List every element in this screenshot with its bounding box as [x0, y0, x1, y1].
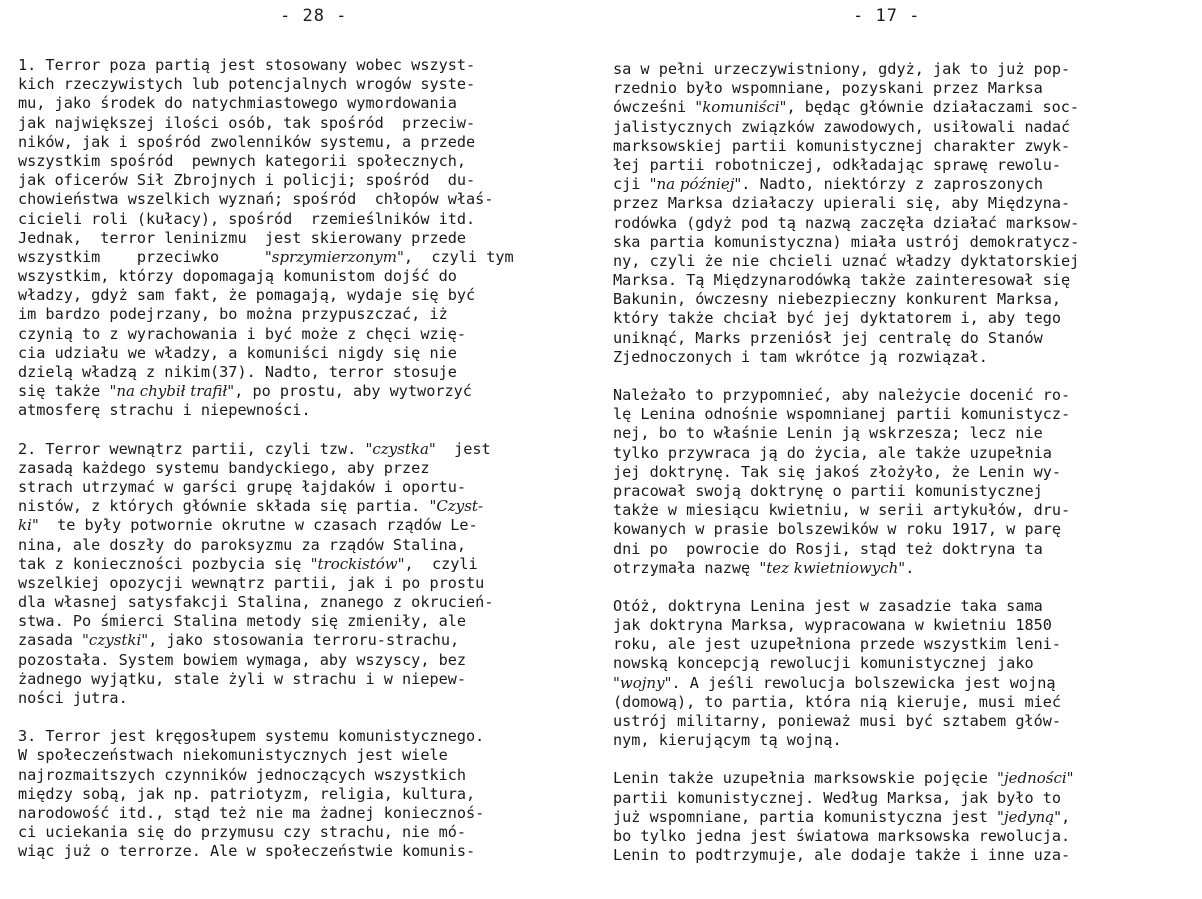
text-segment: władzy, gdyż sam fakt, że pomagają, wydaje się być — [18, 286, 476, 305]
text-segment: pozostała. System bowiem wymaga, aby wszyscy, bez — [18, 650, 467, 669]
text-segment: strach utrzymać w garści grupę łajdaków i oportu- — [18, 477, 467, 496]
text-line — [613, 693, 1079, 712]
text-segment: , — [1061, 807, 1071, 826]
text-line — [613, 137, 1079, 156]
text-line — [18, 401, 514, 420]
text-line — [18, 459, 514, 478]
text-segment: mu, jako środek do natychmiastowego wymordowania — [18, 94, 457, 113]
text-line — [613, 712, 1079, 731]
text-line — [18, 766, 514, 785]
text-column — [18, 56, 514, 862]
paragraph-gap — [613, 367, 1079, 386]
text-segment: Należało to przypomnieć, aby należycie docenić ro- — [613, 386, 1071, 404]
paragraph — [613, 769, 1079, 865]
text-segment: już wspomniane, partia komunistyczna jest — [613, 807, 998, 826]
text-segment: marksowskiej partii komunistycznej charakter zwyk- — [613, 136, 1071, 155]
text-line — [613, 348, 1079, 367]
text-column — [613, 60, 1079, 865]
text-line — [18, 267, 514, 286]
text-line — [18, 248, 514, 267]
text-segment: , po prostu, aby wytworzyć — [234, 382, 472, 401]
text-segment: ników, jak i spośród zwolenników systemu, a przede — [18, 132, 476, 151]
text-segment: tak z konieczności pozbycia się — [18, 554, 311, 573]
text-line — [613, 156, 1079, 175]
text-segment: jak największej ilości osób, tak spośród przeciw- — [18, 113, 476, 132]
text-line — [18, 842, 514, 861]
text-segment: Marksa. Tą Międzynarodówką także zainteresował się — [613, 271, 1071, 290]
text-line — [613, 482, 1079, 501]
text-line — [18, 689, 514, 708]
text-segment: uniknąć, Marks przeniósł jej centralę do Stanów — [613, 328, 1043, 347]
italic-quote: "na później" — [649, 175, 742, 194]
text-line — [613, 118, 1079, 137]
text-line — [613, 846, 1079, 865]
text-line — [18, 152, 514, 171]
text-segment: chowieństwa wszelkich wyznań; spośród chłopów właś- — [18, 190, 494, 209]
text-line — [18, 344, 514, 363]
text-line — [18, 804, 514, 823]
text-segment: , czyli tym — [403, 247, 514, 266]
text-line — [613, 559, 1079, 578]
text-segment: wiąc już o terrorze. Ale w społeczeństwie komunis- — [18, 842, 476, 861]
text-segment: przez Marksa działaczy upierali się, aby Międzyna- — [613, 194, 1071, 213]
text-line — [18, 555, 514, 574]
text-line — [613, 808, 1079, 827]
italic-quote: "Czyst- — [429, 497, 484, 516]
text-segment: między sobą, jak np. patriotyzm, religia, kultura, — [18, 784, 476, 803]
text-line — [18, 210, 514, 229]
text-segment: kowanych w prasie bolszewików w roku 1917, w parę — [613, 520, 1062, 539]
text-segment: wszystkim, którzy dopomagają komunistom dojść do — [18, 267, 457, 286]
text-segment: 1. Terror poza partią jest stosowany wobec wszyst- — [18, 56, 476, 74]
text-segment: jak oficerów Sił Zbrojnych i policji; spośród du- — [18, 171, 476, 190]
text-line — [613, 290, 1079, 309]
text-line — [18, 190, 514, 209]
paragraph — [613, 597, 1079, 751]
page-number: - 28 - — [280, 6, 348, 26]
text-segment: nej, bo to właśnie Lenin ją wskrzesza; lecz nie — [613, 424, 1043, 443]
paragraph — [613, 386, 1079, 578]
text-segment: ności jutra. — [18, 689, 128, 707]
text-line — [613, 827, 1079, 846]
text-segment: ówcześni — [613, 98, 696, 117]
text-segment: lę Lenina odnośnie wspomnianej partii komunistycz- — [613, 405, 1071, 424]
text-segment: , czyli — [404, 554, 478, 573]
text-segment: się także — [18, 382, 110, 401]
paragraph-gap — [613, 578, 1079, 597]
text-segment: także w miesiącu kwietniu, w serii artykułów, dru- — [613, 501, 1071, 520]
text-line — [613, 789, 1079, 808]
text-segment: bo tylko jedna jest światowa marksowska rewolucja. — [613, 826, 1071, 845]
text-segment: jest — [435, 439, 491, 458]
text-segment: rzednio było wspomniane, pozyskani przez Marksa — [613, 79, 1043, 98]
text-line — [18, 363, 514, 382]
text-segment: zasadą każdego systemu bandyckiego, aby przez — [18, 458, 430, 477]
text-line — [18, 574, 514, 593]
text-segment: otrzymała nazwę — [613, 558, 760, 577]
italic-quote: "na chybił trafił" — [109, 382, 235, 401]
paragraph-gap — [18, 421, 514, 440]
text-line — [18, 94, 514, 113]
text-segment: sa w pełni urzeczywistniony, gdyż, jak to już pop- — [613, 60, 1071, 78]
text-segment: cji — [613, 175, 650, 194]
text-segment: rodówka (gdyż pod tą nazwą zaczęła działać marksow- — [613, 213, 1080, 232]
text-line — [18, 171, 514, 190]
text-segment: jalistycznych związków zawodowych, usiłowali nadać — [613, 117, 1071, 136]
text-line — [613, 194, 1079, 213]
text-segment: stwa. Po śmierci Stalina metody się zmieniły, ale — [18, 612, 467, 631]
text-line — [613, 520, 1079, 539]
text-line — [613, 463, 1079, 482]
text-line — [613, 424, 1079, 443]
italic-quote: ki" — [18, 516, 39, 535]
text-line — [613, 444, 1079, 463]
text-line — [18, 56, 514, 75]
text-segment: tylko przywraca ją do życia, ale także uzupełnia — [613, 443, 1052, 462]
text-segment: żadnego wyjątku, stale żyli w strachu i w niepew- — [18, 669, 467, 688]
text-segment: łej partii robotniczej, odkładając sprawę rewolu- — [613, 155, 1062, 174]
text-line — [18, 612, 514, 631]
text-line — [18, 75, 514, 94]
text-segment: W społeczeństwach niekomunistycznych jest wiele — [18, 746, 448, 765]
paragraph-gap — [18, 708, 514, 727]
text-line — [613, 309, 1079, 328]
italic-quote: "czystka" — [365, 439, 436, 458]
italic-quote: "czystki" — [82, 631, 149, 650]
text-line — [613, 501, 1079, 520]
text-segment: ci uciekania się do przymusu czy strachu, nie mó- — [18, 823, 467, 842]
text-line — [613, 98, 1079, 117]
text-line — [18, 823, 514, 842]
text-line — [18, 305, 514, 324]
text-line — [18, 382, 514, 401]
text-segment: wszelkiej opozycji wewnątrz partii, jak i po prostu — [18, 573, 485, 592]
text-segment: wszystkim spośród pewnych kategorii społecznych, — [18, 151, 467, 170]
text-line — [18, 133, 514, 152]
text-segment: Otóż, doktryna Lenina jest w zasadzie taka sama — [613, 596, 1043, 615]
text-line — [613, 540, 1079, 559]
text-segment: jej doktrynę. Tak się jakoś złożyło, że Lenin wy- — [613, 462, 1062, 481]
text-segment: czynią to z wyrachowania i być może z chęci wzię- — [18, 324, 467, 343]
text-segment: jak doktryna Marksa, wypracowana w kwietniu 1850 — [613, 616, 1052, 635]
italic-quote: "tez kwietniowych" — [759, 558, 906, 577]
text-segment: 2. Terror wewnątrz partii, czyli tzw. — [18, 439, 366, 458]
italic-quote: "wojny" — [613, 673, 672, 692]
text-line — [18, 727, 514, 746]
text-line — [18, 325, 514, 344]
text-segment: nym, kierującym tą wojną. — [613, 731, 842, 750]
text-segment: dzielą władzą z nikim(37). Nadto, terror stosuje — [18, 363, 457, 381]
text-segment: kich rzeczywistych lub potencjalnych wrogów syste- — [18, 75, 476, 94]
text-line — [18, 497, 514, 516]
text-segment: nowską koncepcją rewolucji komunistycznej jako — [613, 654, 1034, 673]
text-segment: pracował swoją doktrynę o partii komunistycznej — [613, 481, 1043, 500]
text-segment: 3. Terror jest kręgosłupem systemu komunistycznego. — [18, 727, 485, 746]
text-line — [18, 286, 514, 305]
text-line — [18, 785, 514, 804]
text-line — [613, 79, 1079, 98]
paragraph — [18, 56, 514, 421]
text-line — [18, 670, 514, 689]
text-segment: roku, ale jest uzupełniona przede wszystkim leni- — [613, 635, 1062, 654]
text-segment: nina, ale doszły do paroksyzmu za rządów Stalina, — [18, 535, 467, 554]
text-line — [613, 769, 1079, 788]
text-line — [613, 386, 1079, 405]
text-segment: ska partia komunistyczna) miała ustrój demokratycz- — [613, 232, 1080, 251]
text-segment: Jednak, terror leninizmu jest skierowany przede — [18, 228, 467, 247]
text-segment: wszystkim przeciwko — [18, 247, 265, 266]
text-segment: Lenin to podtrzymuje, ale dodaje także i inne uza- — [613, 846, 1071, 865]
paragraph — [18, 440, 514, 709]
italic-quote: "komuniści" — [695, 98, 787, 117]
italic-quote: "jedności" — [997, 769, 1074, 788]
paragraph — [613, 60, 1079, 367]
text-line — [613, 214, 1079, 233]
text-segment: im bardzo podejrzany, bo można przypuszczać, iż — [18, 305, 448, 324]
text-segment: partii komunistycznej. Według Marksa, jak było to — [613, 788, 1062, 807]
text-segment: Zjednoczonych i tam wkrótce ją rozwiązał. — [613, 347, 988, 366]
italic-quote: "sprzymierzonym" — [264, 247, 404, 266]
text-line — [613, 405, 1079, 424]
text-segment: ny, czyli że nie chcieli uznać władzy dyktatorskiej — [613, 251, 1080, 270]
text-segment: Bakunin, ówczesny niebezpieczny konkurent Marksa, — [613, 290, 1062, 309]
text-line — [613, 731, 1079, 750]
text-segment: cia udziału we władzy, a komuniści nigdy się nie — [18, 343, 457, 362]
text-line — [18, 114, 514, 133]
text-segment: Lenin także uzupełnia marksowskie pojęcie — [613, 769, 998, 788]
text-segment: . — [905, 558, 915, 577]
text-line — [18, 651, 514, 670]
text-line — [18, 440, 514, 459]
text-segment: który także chciał być jej dyktatorem i, aby tego — [613, 309, 1062, 328]
text-line — [613, 175, 1079, 194]
page-number: - 17 - — [853, 6, 921, 26]
text-segment: dla własnej satysfakcji Stalina, znanego z okrucień- — [18, 593, 494, 612]
right-page — [601, 0, 1202, 899]
text-line — [18, 746, 514, 765]
text-segment: najrozmaitszych czynników jednoczących wszystkich — [18, 765, 467, 784]
text-line — [613, 674, 1079, 693]
text-segment: . Nadto, niektórzy z zaproszonych — [741, 175, 1044, 194]
text-segment: nistów, z których głównie składa się partia. — [18, 497, 430, 516]
text-line — [18, 478, 514, 497]
text-line — [613, 654, 1079, 673]
italic-quote: "jedyną" — [997, 807, 1062, 826]
text-line — [613, 635, 1079, 654]
paragraph — [18, 727, 514, 861]
text-segment: narodowość itd., stąd też nie ma żadnej koniecznoś- — [18, 803, 485, 822]
text-line — [613, 271, 1079, 290]
text-segment: cicieli roli (kułacy), spośród rzemieślników itd. — [18, 209, 476, 228]
text-segment: . A jeśli rewolucja bolszewicka jest wojną — [671, 673, 1056, 692]
text-segment: ustrój militarny, ponieważ musi być sztabem głów- — [613, 712, 1062, 730]
text-line — [18, 229, 514, 248]
text-segment: dni po powrocie do Rosji, stąd też doktryna ta — [613, 539, 1043, 558]
text-line — [613, 616, 1079, 635]
italic-quote: "trockistów" — [310, 554, 405, 573]
text-segment: atmosferę strachu i niepewności. — [18, 401, 311, 420]
text-line — [18, 593, 514, 612]
paragraph-gap — [613, 750, 1079, 769]
text-segment: te były potwornie okrutne w czasach rządów Le- — [38, 516, 478, 535]
text-line — [18, 516, 514, 535]
text-line — [18, 536, 514, 555]
text-line — [613, 60, 1079, 79]
text-line — [613, 252, 1079, 271]
text-segment: (domową), to partia, która nią kieruje, musi mieć — [613, 692, 1062, 711]
text-segment: zasada — [18, 631, 83, 650]
text-segment: , jako stosowania terroru-strachu, — [148, 631, 460, 650]
text-line — [613, 233, 1079, 252]
text-line — [18, 631, 514, 650]
text-line — [613, 597, 1079, 616]
text-line — [613, 329, 1079, 348]
text-segment: , będąc głównie działaczami soc- — [786, 98, 1080, 117]
